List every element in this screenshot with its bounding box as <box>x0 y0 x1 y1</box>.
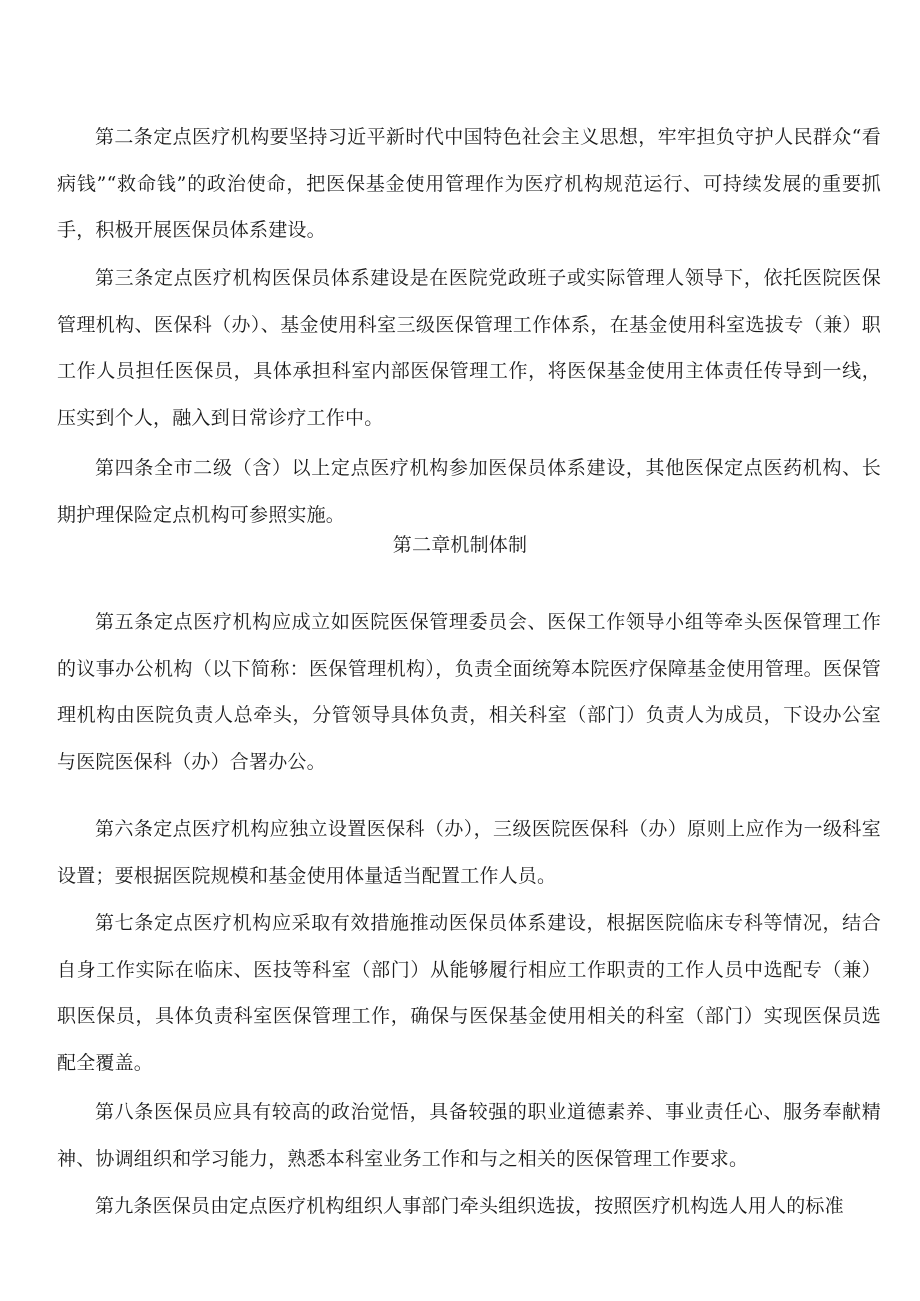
article-5-paragraph: 第五条定点医疗机构应成立如医院医保管理委员会、医保工作领导小组等牵头医保管理工作的议事办公机构（以下简称：医保管理机构），负责全面统筹本院医疗保障基金使用管理。医保管理机构由医院负责人总牵头，分管领导具体负责，相关科室（部门）负责人为成员，下设办公室与医院医保科（办）合署办公。 <box>57 611 881 773</box>
article-6-paragraph: 第六条定点医疗机构应独立设置医保科（办），三级医院医保科（办）原则上应作为一级科室设置；要根据医院规模和基金使用体量适当配置工作人员。 <box>57 818 881 887</box>
article-7-paragraph: 第七条定点医疗机构应采取有效措施推动医保员体系建设，根据医院临床专科等情况，结合自身工作实际在临床、医技等科室（部门）从能够履行相应工作职责的工作人员中选配专（兼）职医保员，具体负责科室医保管理工作，确保与医保基金使用相关的科室（部门）实现医保员选配全覆盖。 <box>57 912 881 1074</box>
chapter-heading: 第二章机制体制 <box>392 534 528 556</box>
article-3-paragraph: 第三条定点医疗机构医保员体系建设是在医院党政班子或实际管理人领导下，依托医院医保管理机构、医保科（办）、基金使用科室三级医保管理工作体系，在基金使用科室选拔专（兼）职工作人员担任医保员，具体承担科室内部医保管理工作，将医保基金使用主体责任传导到一线，压实到个人，融入到日常诊疗工作中。 <box>57 267 881 429</box>
article-2-paragraph: 第二条定点医疗机构要坚持习近平新时代中国特色社会主义思想，牢牢担负守护人民群众“看病钱”“救命钱”的政治使命，把医保基金使用管理作为医疗机构规范运行、可持续发展的重要抓手，积极开展医保员体系建设。 <box>57 126 881 241</box>
article-8-paragraph: 第八条医保员应具有较高的政治觉悟，具备较强的职业道德素养、事业责任心、服务奉献精神、协调组织和学习能力，熟悉本科室业务工作和与之相关的医保管理工作要求。 <box>57 1101 881 1170</box>
article-9-paragraph: 第九条医保员由定点医疗机构组织人事部门牵头组织选拔，按照医疗机构选人用人的标准 <box>95 1195 844 1217</box>
article-4-paragraph: 第四条全市二级（含）以上定点医疗机构参加医保员体系建设，其他医保定点医药机构、长期护理保险定点机构可参照实施。 <box>57 457 881 526</box>
